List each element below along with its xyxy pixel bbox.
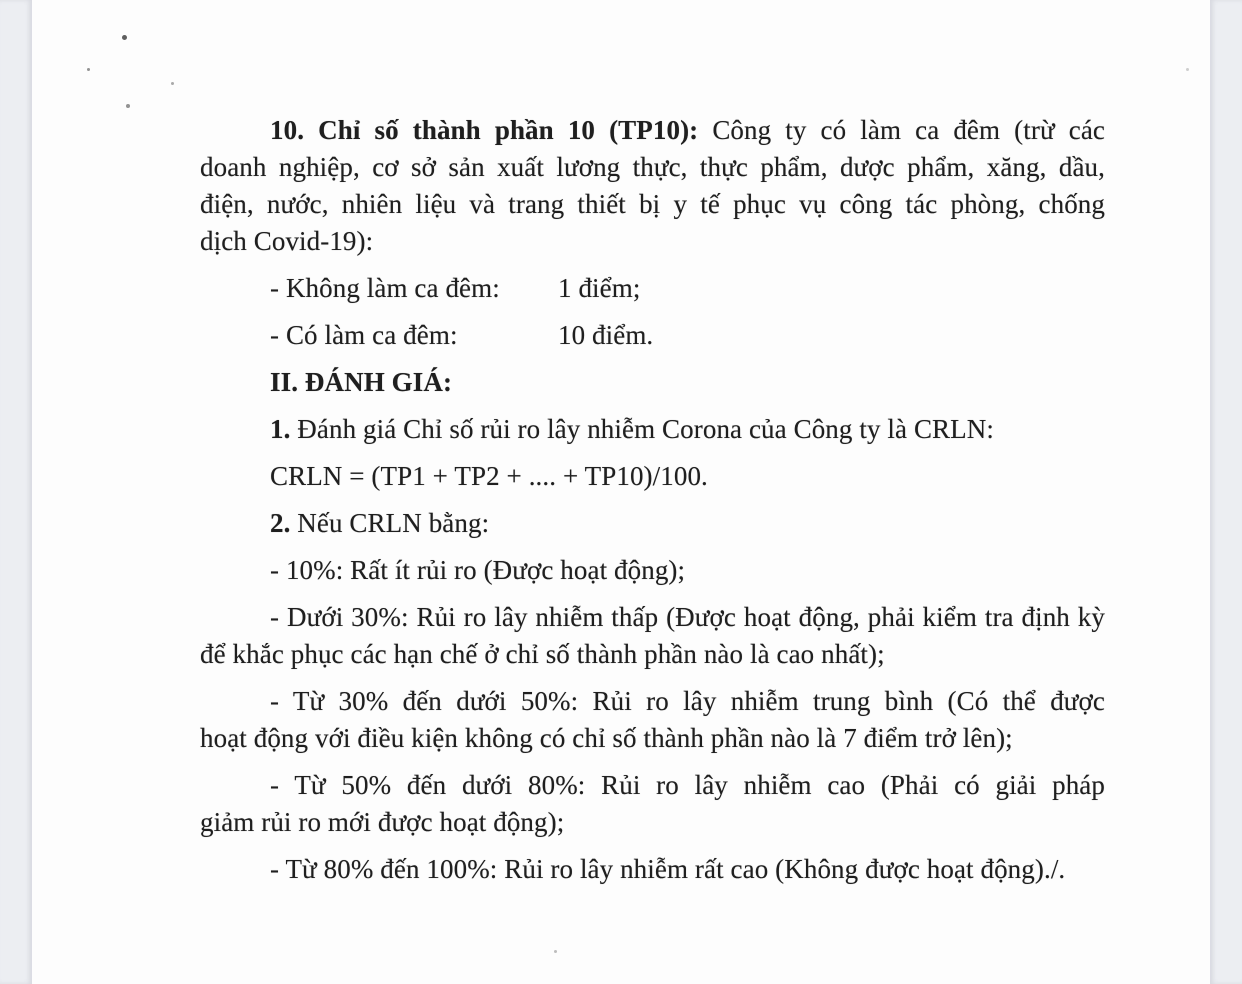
score-value: 10 điểm. xyxy=(558,320,654,350)
scan-speck xyxy=(87,68,90,71)
scan-speck xyxy=(126,104,130,108)
text-run: doanh nghiệp, cơ sở sản xuất lương thực, thực phẩm, dược phẩm, xăng, dầu, xyxy=(200,152,1105,182)
score-line-no-night-shift xyxy=(200,270,1105,307)
formula-crln xyxy=(200,458,1105,495)
bullet-50-to-under-80-percent xyxy=(200,767,1105,841)
score-line-night-shift xyxy=(200,317,1105,354)
score-label: - Không làm ca đêm: xyxy=(270,273,500,303)
text-line xyxy=(200,223,1105,260)
text-line xyxy=(200,186,1105,223)
text-run: dịch Covid-19): xyxy=(200,226,374,256)
text-run: - Dưới 30%: Rủi ro lây nhiễm thấp (Được hoạt động, phải kiểm tra định kỳ xyxy=(270,602,1105,632)
scan-edge-right xyxy=(1210,0,1242,984)
text-line xyxy=(200,149,1105,186)
text-run: để khắc phục các hạn chế ở chỉ số thành phần nào là cao nhất); xyxy=(200,639,885,669)
text-run: - Từ 80% đến 100%: Rủi ro lây nhiễm rất cao (Không được hoạt động)./. xyxy=(270,854,1066,884)
score-row xyxy=(200,317,1105,354)
text-run: Nếu CRLN bằng: xyxy=(290,508,490,538)
document-body xyxy=(200,112,1105,898)
text-line xyxy=(200,683,1105,720)
score-row xyxy=(200,270,1105,307)
bold-text-run: 2. xyxy=(270,508,291,538)
text-line xyxy=(200,636,1105,673)
bullet-30-to-under-50-percent xyxy=(200,683,1105,757)
bullet-80-to-100-percent xyxy=(200,851,1105,888)
text-line xyxy=(200,552,1105,589)
text-run: điện, nước, nhiên liệu và trang thiết bị y tế phục vụ công tác phòng, chống xyxy=(200,189,1105,219)
text-run: Công ty có làm ca đêm (trừ các xyxy=(698,115,1105,145)
text-line xyxy=(200,112,1105,149)
scan-speck xyxy=(122,35,127,40)
text-run: - 10%: Rất ít rủi ro (Được hoạt động); xyxy=(270,555,686,585)
bullet-10-percent xyxy=(200,552,1105,589)
text-line xyxy=(200,767,1105,804)
text-line xyxy=(200,411,1105,448)
bold-text-run: II. ĐÁNH GIÁ: xyxy=(270,367,453,397)
text-line xyxy=(200,505,1105,542)
scan-edge-left xyxy=(0,0,32,984)
text-line xyxy=(200,458,1105,495)
text-line xyxy=(200,720,1105,757)
bold-text-run: 10. Chỉ số thành phần 10 (TP10): xyxy=(270,115,699,145)
score-value: 1 điểm; xyxy=(558,273,641,303)
heading-section-ii-danh-gia xyxy=(200,364,1105,401)
text-line xyxy=(200,851,1105,888)
text-run: - Từ 30% đến dưới 50%: Rủi ro lây nhiễm trung bình (Có thể được xyxy=(270,686,1105,716)
text-run: CRLN = (TP1 + TP2 + .... + TP10)/100. xyxy=(270,461,708,491)
text-run: - Từ 50% đến dưới 80%: Rủi ro lây nhiễm cao (Phải có giải pháp xyxy=(270,770,1105,800)
paragraph-crln-definition xyxy=(200,411,1105,448)
text-line xyxy=(200,804,1105,841)
paragraph-tp10 xyxy=(200,112,1105,260)
scan-speck xyxy=(1186,68,1189,71)
text-line xyxy=(200,364,1105,401)
scan-speck xyxy=(171,82,174,85)
scan-speck xyxy=(554,950,557,953)
text-run: Đánh giá Chỉ số rủi ro lây nhiễm Corona của Công ty là CRLN: xyxy=(290,414,994,444)
text-run: giảm rủi ro mới được hoạt động); xyxy=(200,807,565,837)
paragraph-neu-crln-bang xyxy=(200,505,1105,542)
bold-text-run: 1. xyxy=(270,414,291,444)
score-label: - Có làm ca đêm: xyxy=(270,320,458,350)
text-line xyxy=(200,599,1105,636)
text-run: hoạt động với điều kiện không có chỉ số thành phần nào là 7 điểm trở lên); xyxy=(200,723,1013,753)
bullet-under-30-percent xyxy=(200,599,1105,673)
